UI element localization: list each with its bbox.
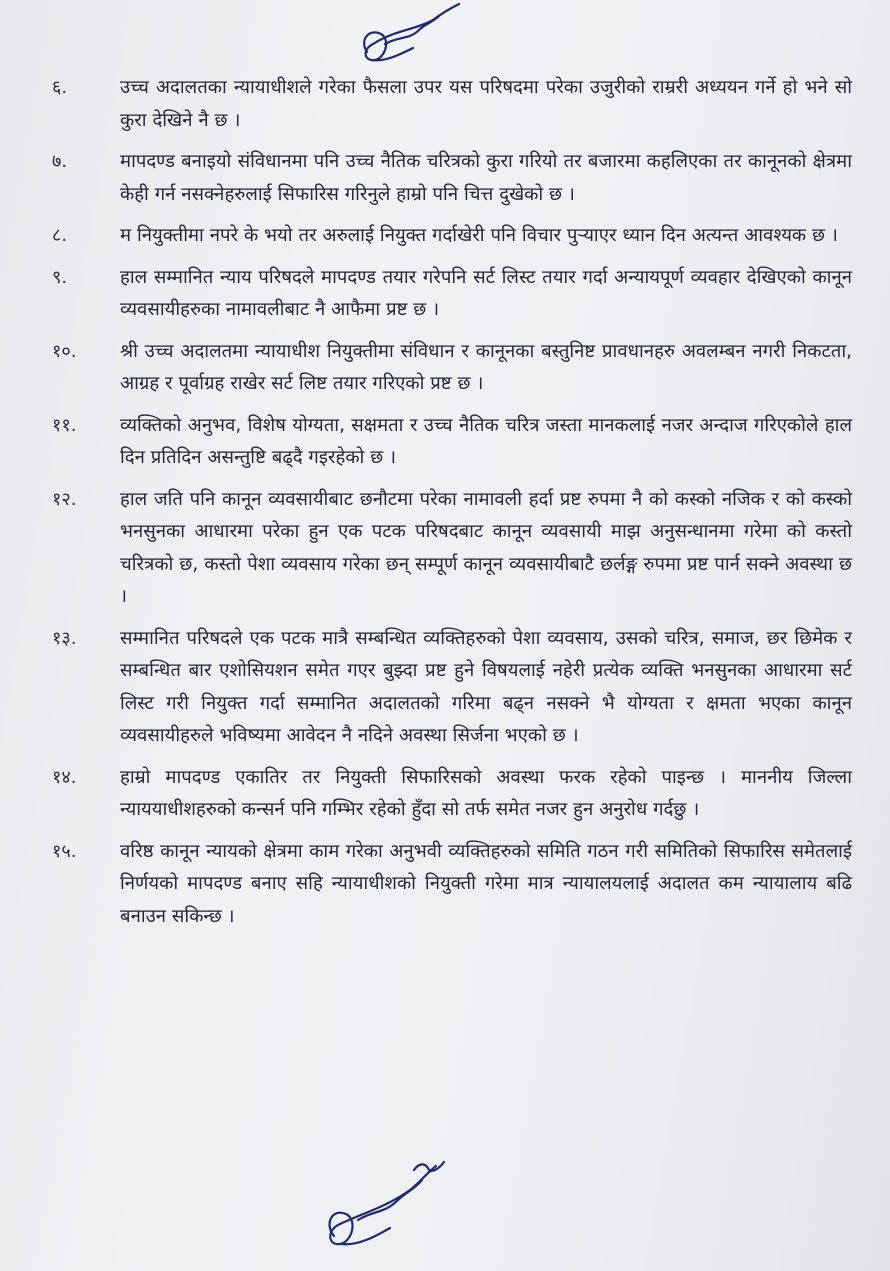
item-text: व्यक्तिको अनुभव, विशेष योग्यता, सक्षमता र उच्च नैतिक चरित्र जस्ता मानकलाई नजर अन्दाज गरिएकोले हाल दिन प्रतिदिन असन्तुष्टि बढ्दै गइरहेको छ ।: [120, 414, 852, 468]
item-number: १५.: [52, 840, 77, 862]
list-item: [52, 262, 852, 327]
list-item: [52, 146, 852, 211]
item-text: मापदण्ड बनाइयो संविधानमा पनि उच्च नैतिक चरित्रको कुरा गरियो तर बजारमा कहलिएका तर कानूनको क्षेत्रमा केही गर्न नसक्नेहरुलाई सिफारिस गरिनुले हाम्रो पनि चित्त दुखेको छ ।: [120, 151, 852, 205]
item-text: सम्मानित परिषदले एक पटक मात्रै सम्बन्धित व्यक्तिहरुको पेशा व्यवसाय, उसको चरित्र, समाज, छर छिमेक र सम्बन्धित बार एशोसियशन समेत गएर बुझ्दा प्रष्ट हुने विषयलाई नहेरी प्रत्येक व्यक्ति भनसुनका आधारमा सर्ट लिस्ट गरी नियुक्त गर्दा सम्मानित अदालतको गरिमा बढ्न नसक्ने भै योग्यता र क्षमता भएका कानून व्यवसायीहरुले भविष्यमा आवेदन नै नदिने अवस्था सिर्जना भएको छ ।: [120, 627, 852, 746]
item-text: हाल जति पनि कानून व्यवसायीबाट छनौटमा परेका नामावली हर्दा प्रष्ट रुपमा नै को कस्को नजिक र को कस्को भनसुनका आधारमा परेका हुन एक पटक परिषदबाट कानून व्यवसायी माझ अनुसन्धानमा गरेमा को कस्तो चरित्रको छ, कस्तो पेशा व्यवसाय गरेका छन् सम्पूर्ण कानून व्यवसायीबाटै छर्लङ्ग रुपमा प्रष्ट पार्न सक्ने अवस्था छ ।: [120, 488, 852, 607]
list-item: [52, 836, 852, 934]
item-text: हाम्रो मापदण्ड एकातिर तर नियुक्ती सिफारिसको अवस्था फरक रहेको पाइन्छ । माननीय जिल्ला न्याययाधीशहरुको कन्सर्न पनि गम्भिर रहेको हुँदा सो तर्फ समेत नजर हुन अनुरोध गर्दछु ।: [120, 766, 852, 820]
list-item: [52, 72, 852, 137]
item-number: ७.: [52, 151, 68, 172]
list-item: [52, 336, 852, 401]
item-text: हाल सम्मानित न्याय परिषदले मापदण्ड तयार गरेपनि सर्ट लिस्ट तयार गर्दा अन्यायपूर्ण व्यवहार देखिएको कानून व्यवसायीहरुका नामावलीबाट नै आफैमा प्रष्ट छ ।: [120, 266, 852, 320]
list-item: [52, 410, 852, 475]
item-text: म नियुक्तीमा नपरे के भयो तर अरुलाई नियुक्त गर्दाखेरी पनि विचार पुऱ्याएर ध्यान दिन अत्यन्त आवश्यक छ ।: [120, 225, 838, 246]
item-number: ११.: [52, 414, 77, 436]
item-text: श्री उच्च अदालतमा न्यायाधीश नियुक्तीमा संविधान र कानूनका बस्तुनिष्ट प्रावधानहरु अवलम्बन नगरी निकटता, आग्रह र पूर्वाग्रह राखेर सर्ट लिष्ट तयार गरिएको प्रष्ट छ ।: [120, 340, 852, 394]
item-text: वरिष्ठ कानून न्यायको क्षेत्रमा काम गरेका अनुभवी व्यक्तिहरुको समिति गठन गरी समितिको सिफारिस समेतलाई निर्णयको मापदण्ड बनाए सहि न्यायाधीशको नियुक्ती गरेमा मात्र न्यायालयलाई अदालत कम न्यायालाय बढि बनाउन सकिन्छ ।: [120, 840, 852, 927]
item-number: ९.: [52, 266, 68, 288]
item-number: १२.: [52, 488, 77, 510]
item-text: उच्च अदालतका न्यायाधीशले गरेका फैसला उपर यस परिषदमा परेका उजुरीको राम्ररी अध्ययन गर्ने हो भने सो कुरा देखिने नै छ ।: [120, 77, 852, 131]
bottom-signature: [318, 1150, 458, 1250]
item-number: ६.: [52, 77, 68, 98]
list-item: [52, 220, 852, 253]
item-number: ८.: [52, 225, 68, 246]
item-number: १४.: [52, 766, 77, 788]
numbered-list: [52, 72, 852, 942]
item-number: १०.: [52, 340, 77, 362]
list-item: [52, 762, 852, 827]
top-signature: [355, 0, 465, 80]
list-item: [52, 484, 852, 614]
item-number: १३.: [52, 627, 77, 649]
list-item: [52, 623, 852, 753]
